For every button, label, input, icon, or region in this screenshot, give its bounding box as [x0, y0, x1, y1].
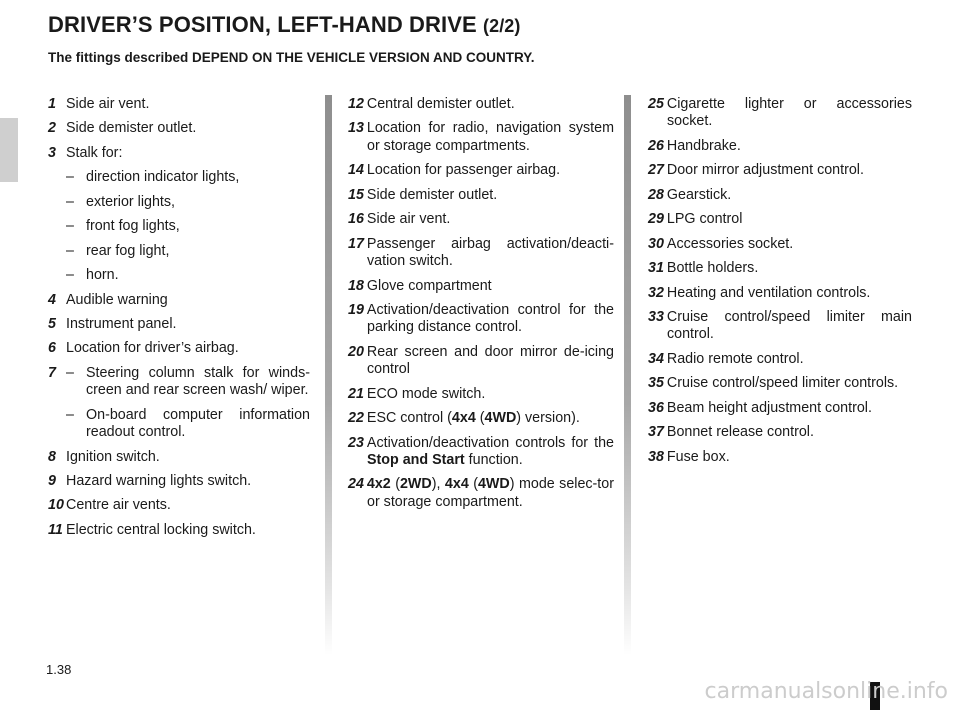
legend-column-1	[48, 96, 310, 546]
item-text: Centre air vents.	[66, 497, 171, 514]
item-number: 22	[348, 410, 364, 427]
drive-label: 4WD	[484, 410, 517, 427]
item-number: 24	[348, 476, 364, 493]
item-text: Hazard warning lights switch.	[66, 473, 252, 489]
sub-item-text: front fog lights,	[86, 218, 180, 235]
item-text: Activation/deactivation controls for the	[366, 434, 614, 451]
legend-item	[648, 424, 912, 441]
item-text: Fuse box.	[666, 448, 730, 465]
item-number: 26	[648, 137, 664, 154]
legend-item	[348, 386, 614, 403]
item-text: Radio remote control.	[666, 350, 804, 367]
item-number: 32	[648, 284, 664, 301]
column-divider	[325, 95, 332, 655]
sub-item-text: On-board computer information readout control.	[86, 406, 310, 441]
item-number: 16	[348, 211, 364, 228]
item-text: Bottle holders.	[666, 260, 759, 277]
legend-column-3	[648, 96, 912, 473]
legend-item	[48, 497, 310, 514]
item-text: Cruise control/speed limiter controls.	[666, 375, 899, 392]
legend-item	[48, 96, 310, 113]
item-text: Side air vent.	[366, 211, 451, 228]
legend-item	[648, 285, 912, 302]
item-text: Steering column stalk for winds-creen and rear screen wash/ wiper.	[86, 364, 310, 399]
legend-item	[348, 278, 614, 295]
drive-label: 4x4	[444, 476, 469, 493]
item-text: (	[475, 410, 485, 427]
legend-item	[48, 120, 310, 137]
legend-item	[648, 96, 912, 131]
item-text: Passenger airbag activation/deacti-vation switch.	[366, 235, 614, 270]
legend-item	[648, 309, 912, 344]
item-text: function.	[464, 452, 523, 468]
item-number: 38	[648, 448, 664, 465]
legend-column-2	[348, 96, 614, 518]
dash: –	[66, 242, 74, 259]
sub-item-text: rear fog light,	[86, 242, 170, 259]
item-text: ECO mode switch.	[366, 385, 486, 402]
item-number: 36	[648, 399, 664, 416]
page-number: 1.38	[46, 662, 72, 677]
title-suffix: (2/2)	[483, 16, 521, 36]
legend-item	[48, 449, 310, 466]
sub-item	[48, 243, 310, 260]
legend-item	[48, 340, 310, 357]
watermark: carmanualsonline.info	[704, 679, 948, 704]
item-number: 35	[648, 375, 664, 392]
item-text: Ignition switch.	[66, 448, 160, 465]
item-number: 8	[48, 448, 56, 465]
item-text: Glove compartment	[366, 277, 492, 294]
item-text: Door mirror adjustment control.	[666, 162, 864, 179]
item-number: 21	[348, 385, 364, 402]
item-text: Handbrake.	[666, 137, 741, 154]
item-number: 4	[48, 291, 56, 308]
sub-item-text: exterior lights,	[86, 193, 175, 210]
legend-item	[48, 473, 310, 490]
item-text: Stalk for:	[66, 144, 123, 161]
item-number: 6	[48, 340, 56, 357]
item-text: Electric central locking switch.	[66, 521, 256, 538]
item-text: Cigarette lighter or accessories socket.	[666, 96, 912, 130]
legend-item	[48, 145, 310, 162]
item-number: 37	[648, 424, 664, 441]
item-number: 14	[348, 162, 364, 179]
item-text: LPG control	[666, 211, 743, 228]
item-text: Audible warning	[66, 291, 168, 308]
item-number: 31	[648, 260, 664, 277]
legend-item	[48, 522, 310, 539]
item-number: 19	[348, 301, 364, 318]
item-text: Cruise control/speed limiter main control.	[666, 308, 912, 343]
item-number: 29	[648, 211, 664, 228]
item-text: Activation/deactivation control for the parking distance control.	[366, 301, 614, 336]
dash: –	[66, 218, 74, 235]
legend-item	[348, 302, 614, 337]
item-text: Heating and ventilation controls.	[666, 284, 871, 301]
sub-item	[48, 194, 310, 211]
legend-item	[648, 187, 912, 204]
page-subtitle: The fittings described DEPEND ON THE VEHICLE VERSION AND COUNTRY.	[48, 50, 535, 65]
sub-item	[48, 169, 310, 186]
legend-item	[648, 351, 912, 368]
item-text: Location for radio, navigation system or storage compartments.	[366, 120, 614, 154]
legend-item	[48, 292, 310, 309]
item-text: Rear screen and door mirror de-icing control	[366, 343, 614, 378]
legend-item	[648, 138, 912, 155]
item-number: 10	[48, 497, 64, 514]
dash: –	[66, 193, 74, 210]
legend-item	[348, 96, 614, 113]
dash: –	[66, 364, 74, 381]
item-number: 30	[648, 235, 664, 252]
item-number: 33	[648, 308, 664, 325]
function-label: Stop and Start	[367, 452, 465, 468]
dash: –	[66, 406, 74, 423]
item-text: Location for driver’s airbag.	[66, 340, 239, 357]
item-text: Central demister outlet.	[366, 96, 515, 112]
item-text: ) version).	[516, 410, 580, 427]
legend-item	[648, 162, 912, 179]
item-text: Side demister outlet.	[366, 186, 498, 203]
sub-item-text: horn.	[86, 267, 119, 284]
item-number: 12	[348, 96, 364, 112]
item-number: 3	[48, 144, 56, 161]
legend-item	[648, 236, 912, 253]
legend-item	[348, 344, 614, 379]
legend-item	[648, 449, 912, 466]
item-text: ESC control (	[366, 410, 452, 427]
item-number: 7	[48, 364, 56, 381]
sub-item-text: direction indicator lights,	[86, 169, 240, 186]
item-text: Gearstick.	[666, 186, 732, 203]
drive-label: 2WD	[399, 476, 432, 493]
legend-item	[348, 211, 614, 228]
legend-item	[648, 211, 912, 228]
legend-item	[48, 316, 310, 333]
sub-item	[48, 267, 310, 284]
sub-item	[48, 218, 310, 235]
item-text: ),	[431, 476, 445, 493]
item-number: 25	[648, 96, 664, 112]
legend-item	[348, 120, 614, 155]
legend-item	[348, 476, 614, 511]
title-text: DRIVER’S POSITION, LEFT-HAND DRIVE	[48, 12, 477, 37]
item-number: 15	[348, 186, 364, 203]
item-number: 2	[48, 120, 56, 137]
item-number: 34	[648, 350, 664, 367]
item-number: 18	[348, 277, 364, 294]
legend-item	[648, 260, 912, 277]
item-number: 27	[648, 162, 664, 179]
item-text: Accessories socket.	[666, 235, 794, 252]
dash: –	[66, 267, 74, 284]
legend-item	[348, 410, 614, 427]
legend-item	[48, 365, 310, 400]
item-number: 13	[348, 120, 364, 137]
item-text: (	[390, 476, 400, 493]
legend-item	[348, 187, 614, 204]
legend-item	[348, 435, 614, 470]
item-text: Side air vent.	[66, 96, 150, 112]
item-text: Side demister outlet.	[66, 120, 197, 137]
item-text: (	[468, 476, 478, 493]
item-number: 1	[48, 96, 56, 112]
dash: –	[66, 169, 74, 186]
drive-label: 4x2	[366, 476, 391, 493]
drive-label: 4x4	[451, 410, 476, 427]
page-title	[48, 12, 521, 38]
item-text: Bonnet release control.	[666, 424, 814, 441]
legend-item	[648, 375, 912, 392]
item-number: 23	[348, 434, 364, 451]
item-number: 5	[48, 315, 56, 332]
sub-item	[48, 407, 310, 442]
item-text: Beam height adjustment control.	[666, 399, 872, 416]
legend-item	[348, 236, 614, 271]
column-divider	[624, 95, 631, 655]
item-number: 11	[48, 521, 63, 538]
item-number: 20	[348, 343, 364, 360]
item-number: 17	[348, 235, 364, 252]
item-text: Instrument panel.	[66, 315, 177, 332]
item-text: ) mode selec-tor or storage compartment.	[367, 476, 614, 510]
legend-item	[648, 400, 912, 417]
legend-item	[348, 162, 614, 179]
item-number: 28	[648, 186, 664, 203]
drive-label: 4WD	[477, 476, 510, 493]
item-number: 9	[48, 473, 56, 489]
section-tab	[0, 118, 18, 182]
item-text: Location for passenger airbag.	[366, 162, 561, 179]
